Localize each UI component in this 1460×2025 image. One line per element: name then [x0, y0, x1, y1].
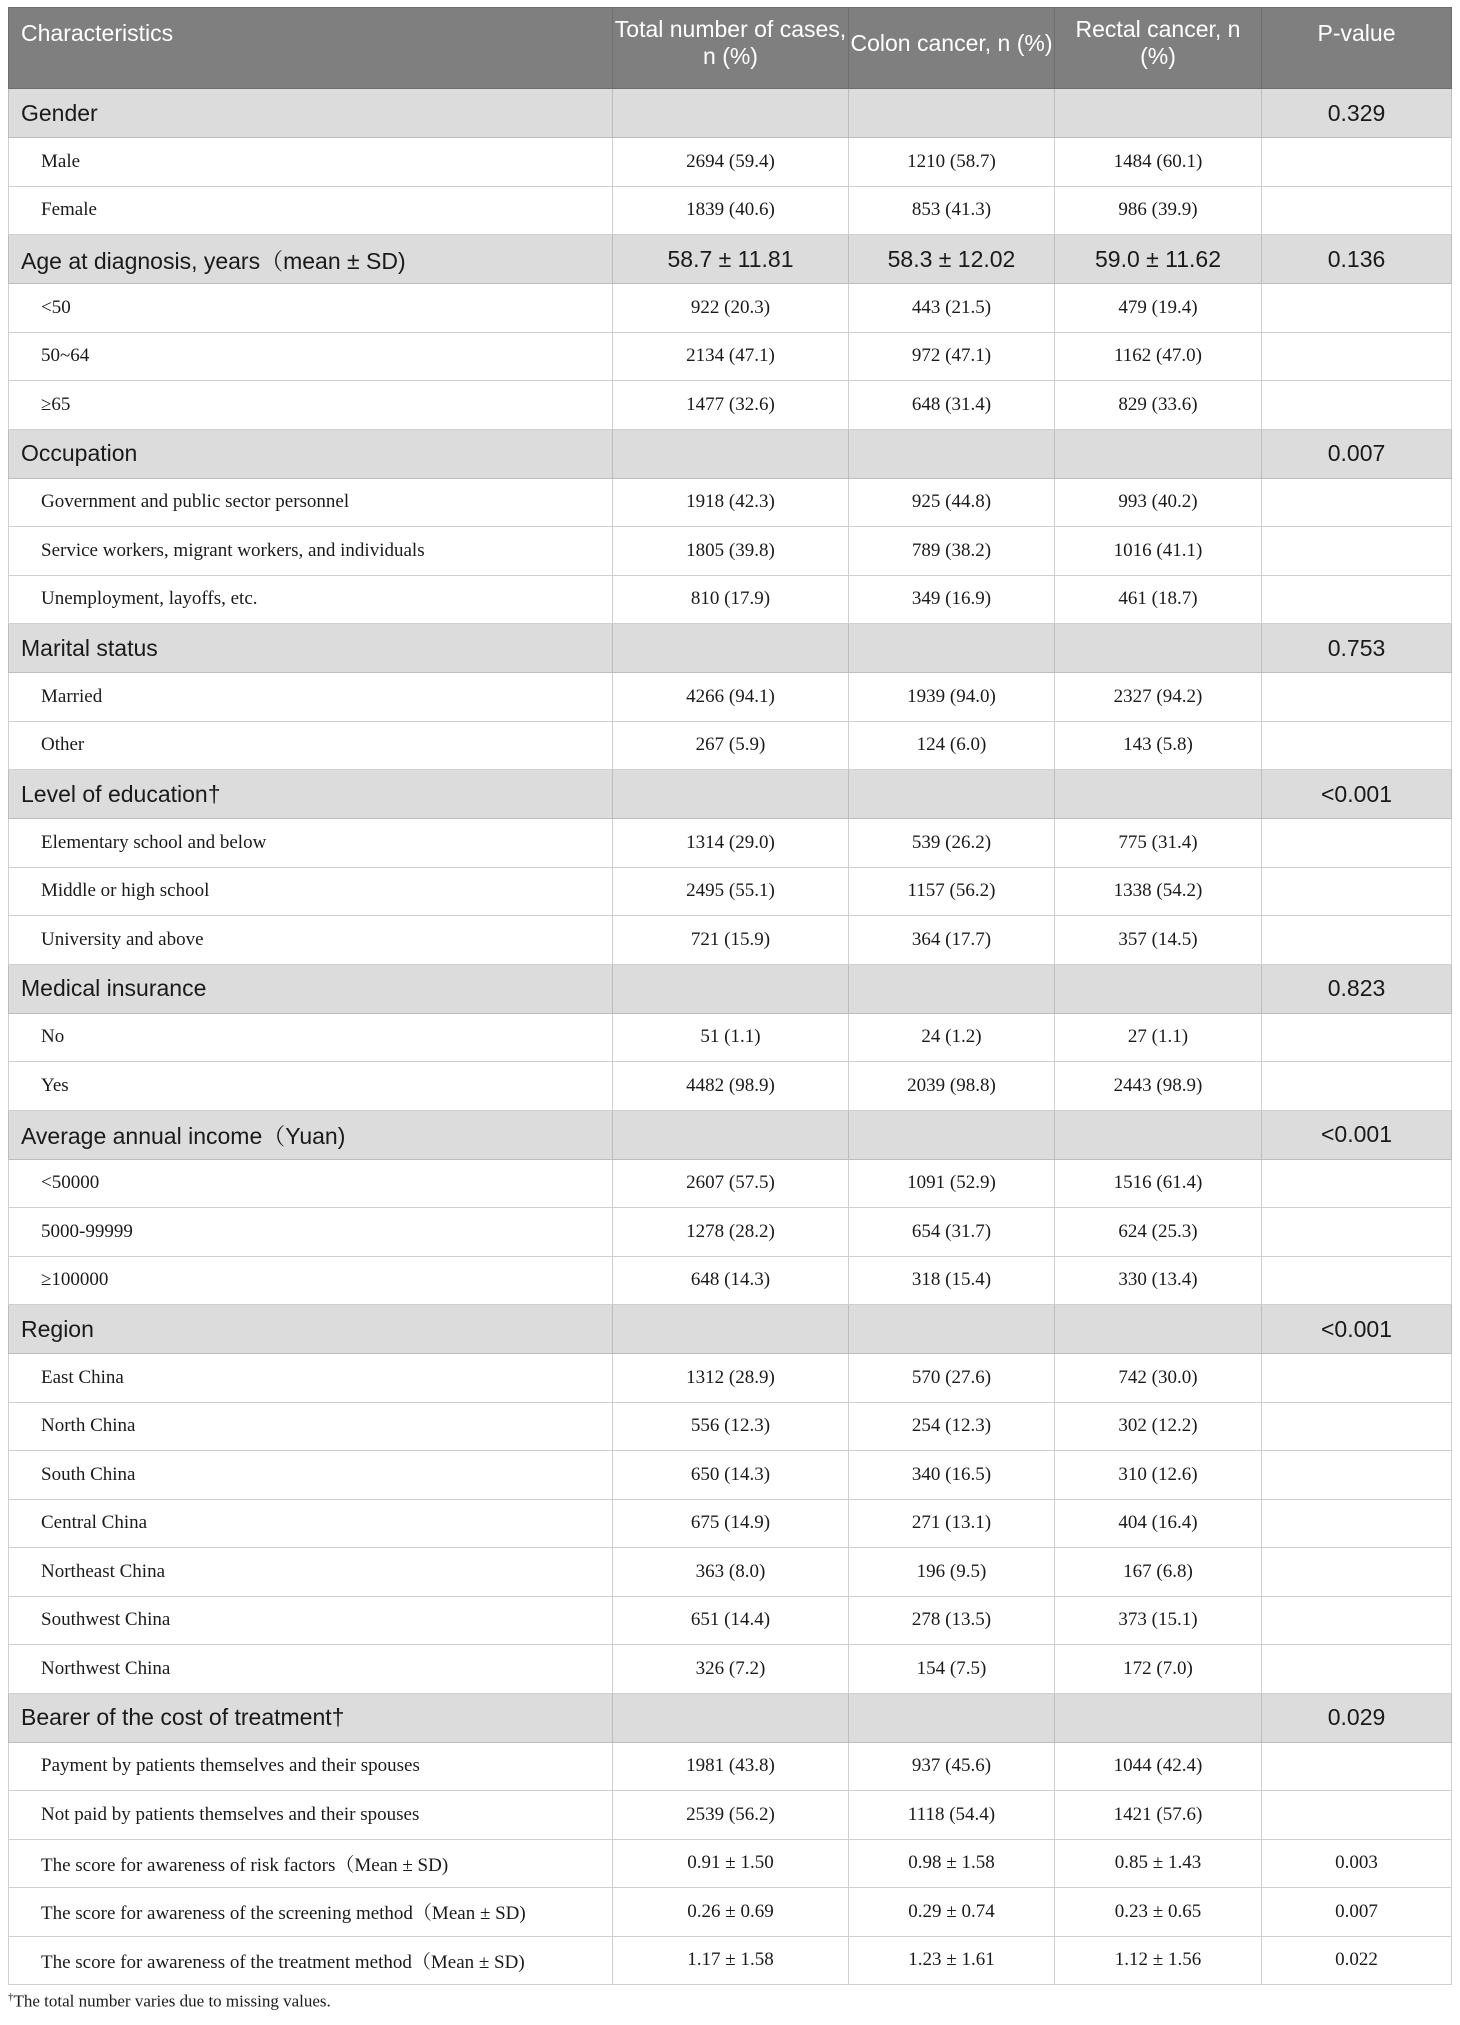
- row-p-value-cell: [1262, 478, 1452, 527]
- table-row: [9, 1451, 1452, 1500]
- row-p-value-cell: [1262, 1596, 1452, 1645]
- group-p-value-cell: 0.136: [1262, 235, 1452, 284]
- row-label-cell: Central China: [9, 1499, 613, 1548]
- row-label-cell: University and above: [9, 916, 613, 965]
- group-rectal-cell: 59.0 ± 11.62: [1055, 235, 1262, 284]
- row-colon-cell: 2039 (98.8): [849, 1062, 1055, 1111]
- row-total-cell: 922 (20.3): [613, 284, 849, 333]
- characteristics-table: [8, 7, 1452, 1985]
- table-header-row: [9, 8, 1452, 89]
- row-total-cell: 651 (14.4): [613, 1596, 849, 1645]
- row-label-cell: East China: [9, 1354, 613, 1403]
- row-rectal-cell: 27 (1.1): [1055, 1013, 1262, 1062]
- row-total-cell: 1278 (28.2): [613, 1208, 849, 1257]
- group-label-cell: Level of education†: [9, 770, 613, 819]
- row-total-cell: 4266 (94.1): [613, 673, 849, 722]
- table-row: [9, 1013, 1452, 1062]
- row-rectal-cell: 143 (5.8): [1055, 721, 1262, 770]
- row-rectal-cell: 1.12 ± 1.56: [1055, 1936, 1262, 1985]
- group-total-cell: [613, 1110, 849, 1159]
- table-row: [9, 1208, 1452, 1257]
- group-row: [9, 429, 1452, 478]
- table-row: [9, 1159, 1452, 1208]
- row-total-cell: 1477 (32.6): [613, 381, 849, 430]
- row-total-cell: 2607 (57.5): [613, 1159, 849, 1208]
- row-total-cell: 1314 (29.0): [613, 819, 849, 868]
- row-label-cell: Married: [9, 673, 613, 722]
- group-p-value-cell: 0.029: [1262, 1693, 1452, 1742]
- row-total-cell: 4482 (98.9): [613, 1062, 849, 1111]
- row-p-value-cell: [1262, 819, 1452, 868]
- group-label-cell: Region: [9, 1305, 613, 1354]
- table-row: [9, 1936, 1452, 1985]
- row-rectal-cell: 775 (31.4): [1055, 819, 1262, 868]
- row-p-value-cell: [1262, 527, 1452, 576]
- row-colon-cell: 364 (17.7): [849, 916, 1055, 965]
- row-p-value-cell: [1262, 1499, 1452, 1548]
- row-p-value-cell: 0.022: [1262, 1936, 1452, 1985]
- group-row: [9, 1110, 1452, 1159]
- table-row: [9, 819, 1452, 868]
- row-colon-cell: 349 (16.9): [849, 575, 1055, 624]
- row-total-cell: 326 (7.2): [613, 1645, 849, 1694]
- row-label-cell: The score for awareness of risk factors（Mean ± SD): [9, 1839, 613, 1888]
- table-row: [9, 138, 1452, 187]
- row-p-value-cell: 0.003: [1262, 1839, 1452, 1888]
- row-label-cell: ≥65: [9, 381, 613, 430]
- row-total-cell: 0.91 ± 1.50: [613, 1839, 849, 1888]
- row-total-cell: 556 (12.3): [613, 1402, 849, 1451]
- group-total-cell: [613, 770, 849, 819]
- row-total-cell: 1.17 ± 1.58: [613, 1936, 849, 1985]
- group-label-cell: Marital status: [9, 624, 613, 673]
- row-rectal-cell: 1162 (47.0): [1055, 332, 1262, 381]
- row-total-cell: 810 (17.9): [613, 575, 849, 624]
- group-rectal-cell: [1055, 1693, 1262, 1742]
- row-colon-cell: 1.23 ± 1.61: [849, 1936, 1055, 1985]
- row-total-cell: 2134 (47.1): [613, 332, 849, 381]
- group-p-value-cell: 0.007: [1262, 429, 1452, 478]
- row-rectal-cell: 0.23 ± 0.65: [1055, 1888, 1262, 1937]
- row-total-cell: 648 (14.3): [613, 1256, 849, 1305]
- row-colon-cell: 278 (13.5): [849, 1596, 1055, 1645]
- row-rectal-cell: 479 (19.4): [1055, 284, 1262, 333]
- row-colon-cell: 340 (16.5): [849, 1451, 1055, 1500]
- row-colon-cell: 154 (7.5): [849, 1645, 1055, 1694]
- row-p-value-cell: [1262, 673, 1452, 722]
- table-row: [9, 284, 1452, 333]
- row-label-cell: ≥100000: [9, 1256, 613, 1305]
- row-colon-cell: 24 (1.2): [849, 1013, 1055, 1062]
- row-rectal-cell: 986 (39.9): [1055, 186, 1262, 235]
- row-rectal-cell: 172 (7.0): [1055, 1645, 1262, 1694]
- group-p-value-cell: 0.823: [1262, 964, 1452, 1013]
- row-rectal-cell: 330 (13.4): [1055, 1256, 1262, 1305]
- row-rectal-cell: 1421 (57.6): [1055, 1791, 1262, 1840]
- group-total-cell: [613, 1305, 849, 1354]
- table-row: [9, 575, 1452, 624]
- row-label-cell: Elementary school and below: [9, 819, 613, 868]
- group-colon-cell: [849, 1110, 1055, 1159]
- row-p-value-cell: [1262, 867, 1452, 916]
- group-p-value-cell: <0.001: [1262, 1305, 1452, 1354]
- row-p-value-cell: [1262, 1256, 1452, 1305]
- table-row: [9, 186, 1452, 235]
- row-rectal-cell: 1516 (61.4): [1055, 1159, 1262, 1208]
- group-total-cell: [613, 624, 849, 673]
- row-total-cell: 721 (15.9): [613, 916, 849, 965]
- group-p-value-cell: 0.753: [1262, 624, 1452, 673]
- table-row: [9, 1354, 1452, 1403]
- row-rectal-cell: 0.85 ± 1.43: [1055, 1839, 1262, 1888]
- row-colon-cell: 1157 (56.2): [849, 867, 1055, 916]
- row-label-cell: Yes: [9, 1062, 613, 1111]
- row-total-cell: 0.26 ± 0.69: [613, 1888, 849, 1937]
- row-colon-cell: 254 (12.3): [849, 1402, 1055, 1451]
- row-rectal-cell: 624 (25.3): [1055, 1208, 1262, 1257]
- group-total-cell: 58.7 ± 11.81: [613, 235, 849, 284]
- row-label-cell: Not paid by patients themselves and their spouses: [9, 1791, 613, 1840]
- row-p-value-cell: [1262, 916, 1452, 965]
- row-rectal-cell: 310 (12.6): [1055, 1451, 1262, 1500]
- group-rectal-cell: [1055, 1305, 1262, 1354]
- row-colon-cell: 789 (38.2): [849, 527, 1055, 576]
- row-rectal-cell: 1338 (54.2): [1055, 867, 1262, 916]
- row-colon-cell: 925 (44.8): [849, 478, 1055, 527]
- row-rectal-cell: 742 (30.0): [1055, 1354, 1262, 1403]
- row-rectal-cell: 404 (16.4): [1055, 1499, 1262, 1548]
- row-colon-cell: 648 (31.4): [849, 381, 1055, 430]
- group-rectal-cell: [1055, 624, 1262, 673]
- header-p-value: P-value: [1262, 8, 1452, 89]
- header-rectal: Rectal cancer, n (%): [1055, 8, 1262, 89]
- table-row: [9, 478, 1452, 527]
- row-p-value-cell: [1262, 284, 1452, 333]
- group-colon-cell: [849, 89, 1055, 138]
- row-total-cell: 363 (8.0): [613, 1548, 849, 1597]
- row-colon-cell: 0.98 ± 1.58: [849, 1839, 1055, 1888]
- group-rectal-cell: [1055, 429, 1262, 478]
- group-p-value-cell: <0.001: [1262, 1110, 1452, 1159]
- table-row: [9, 1402, 1452, 1451]
- row-label-cell: The score for awareness of the screening method（Mean ± SD): [9, 1888, 613, 1937]
- group-rectal-cell: [1055, 964, 1262, 1013]
- row-p-value-cell: [1262, 1159, 1452, 1208]
- group-total-cell: [613, 964, 849, 1013]
- footnote-marker: †: [8, 1991, 14, 2003]
- row-total-cell: 650 (14.3): [613, 1451, 849, 1500]
- row-label-cell: Other: [9, 721, 613, 770]
- row-colon-cell: 654 (31.7): [849, 1208, 1055, 1257]
- table-row: [9, 1596, 1452, 1645]
- table-row: [9, 1888, 1452, 1937]
- row-label-cell: <50000: [9, 1159, 613, 1208]
- row-colon-cell: 1118 (54.4): [849, 1791, 1055, 1840]
- row-rectal-cell: 1016 (41.1): [1055, 527, 1262, 576]
- table-row: [9, 1791, 1452, 1840]
- group-label-cell: Bearer of the cost of treatment†: [9, 1693, 613, 1742]
- row-colon-cell: 937 (45.6): [849, 1742, 1055, 1791]
- row-rectal-cell: 993 (40.2): [1055, 478, 1262, 527]
- row-colon-cell: 853 (41.3): [849, 186, 1055, 235]
- row-p-value-cell: [1262, 1791, 1452, 1840]
- row-p-value-cell: [1262, 1354, 1452, 1403]
- row-rectal-cell: 829 (33.6): [1055, 381, 1262, 430]
- table-row: [9, 527, 1452, 576]
- row-rectal-cell: 357 (14.5): [1055, 916, 1262, 965]
- table-row: [9, 332, 1452, 381]
- characteristics-table-container: [8, 7, 1451, 1985]
- group-label-cell: Occupation: [9, 429, 613, 478]
- row-colon-cell: 539 (26.2): [849, 819, 1055, 868]
- table-row: [9, 1548, 1452, 1597]
- table-row: [9, 916, 1452, 965]
- group-label-cell: Average annual income（Yuan): [9, 1110, 613, 1159]
- group-rectal-cell: [1055, 770, 1262, 819]
- header-colon: Colon cancer, n (%): [849, 8, 1055, 89]
- row-colon-cell: 318 (15.4): [849, 1256, 1055, 1305]
- row-colon-cell: 1091 (52.9): [849, 1159, 1055, 1208]
- group-label-cell: Gender: [9, 89, 613, 138]
- table-row: [9, 721, 1452, 770]
- group-row: [9, 624, 1452, 673]
- row-colon-cell: 196 (9.5): [849, 1548, 1055, 1597]
- footnote-text: The total number varies due to missing values.: [13, 1991, 331, 2011]
- row-rectal-cell: 2327 (94.2): [1055, 673, 1262, 722]
- row-p-value-cell: [1262, 1742, 1452, 1791]
- row-p-value-cell: [1262, 1402, 1452, 1451]
- row-rectal-cell: 461 (18.7): [1055, 575, 1262, 624]
- table-body: [9, 89, 1452, 1985]
- row-p-value-cell: [1262, 1208, 1452, 1257]
- row-total-cell: 1312 (28.9): [613, 1354, 849, 1403]
- row-p-value-cell: [1262, 138, 1452, 187]
- table-row: [9, 1839, 1452, 1888]
- group-colon-cell: 58.3 ± 12.02: [849, 235, 1055, 284]
- row-rectal-cell: 1044 (42.4): [1055, 1742, 1262, 1791]
- row-label-cell: Male: [9, 138, 613, 187]
- row-total-cell: 267 (5.9): [613, 721, 849, 770]
- group-p-value-cell: 0.329: [1262, 89, 1452, 138]
- group-row: [9, 770, 1452, 819]
- table-row: [9, 1499, 1452, 1548]
- group-colon-cell: [849, 964, 1055, 1013]
- row-colon-cell: 570 (27.6): [849, 1354, 1055, 1403]
- row-label-cell: 5000-99999: [9, 1208, 613, 1257]
- group-row: [9, 1693, 1452, 1742]
- row-label-cell: Service workers, migrant workers, and individuals: [9, 527, 613, 576]
- row-rectal-cell: 373 (15.1): [1055, 1596, 1262, 1645]
- row-p-value-cell: [1262, 1013, 1452, 1062]
- row-rectal-cell: 167 (6.8): [1055, 1548, 1262, 1597]
- group-total-cell: [613, 1693, 849, 1742]
- group-rectal-cell: [1055, 1110, 1262, 1159]
- table-row: [9, 1256, 1452, 1305]
- header-total: Total number of cases, n (%): [613, 8, 849, 89]
- row-label-cell: The score for awareness of the treatment method（Mean ± SD): [9, 1936, 613, 1985]
- row-label-cell: Southwest China: [9, 1596, 613, 1645]
- table-row: [9, 381, 1452, 430]
- row-label-cell: North China: [9, 1402, 613, 1451]
- row-label-cell: South China: [9, 1451, 613, 1500]
- row-p-value-cell: [1262, 1548, 1452, 1597]
- group-row: [9, 235, 1452, 284]
- group-row: [9, 1305, 1452, 1354]
- row-label-cell: 50~64: [9, 332, 613, 381]
- row-p-value-cell: [1262, 575, 1452, 624]
- row-label-cell: Female: [9, 186, 613, 235]
- row-label-cell: Payment by patients themselves and their spouses: [9, 1742, 613, 1791]
- row-colon-cell: 1939 (94.0): [849, 673, 1055, 722]
- group-colon-cell: [849, 770, 1055, 819]
- row-total-cell: 1805 (39.8): [613, 527, 849, 576]
- table-footnote: [8, 1991, 331, 2012]
- row-label-cell: Unemployment, layoffs, etc.: [9, 575, 613, 624]
- header-characteristics: Characteristics: [9, 8, 613, 89]
- row-colon-cell: 124 (6.0): [849, 721, 1055, 770]
- row-total-cell: 1981 (43.8): [613, 1742, 849, 1791]
- table-row: [9, 867, 1452, 916]
- row-colon-cell: 1210 (58.7): [849, 138, 1055, 187]
- row-label-cell: No: [9, 1013, 613, 1062]
- row-label-cell: Middle or high school: [9, 867, 613, 916]
- table-row: [9, 673, 1452, 722]
- group-total-cell: [613, 429, 849, 478]
- table-row: [9, 1062, 1452, 1111]
- row-colon-cell: 0.29 ± 0.74: [849, 1888, 1055, 1937]
- group-colon-cell: [849, 1305, 1055, 1354]
- row-total-cell: 2495 (55.1): [613, 867, 849, 916]
- row-colon-cell: 443 (21.5): [849, 284, 1055, 333]
- table-row: [9, 1645, 1452, 1694]
- group-colon-cell: [849, 1693, 1055, 1742]
- row-p-value-cell: [1262, 381, 1452, 430]
- group-p-value-cell: <0.001: [1262, 770, 1452, 819]
- row-colon-cell: 972 (47.1): [849, 332, 1055, 381]
- row-p-value-cell: [1262, 1645, 1452, 1694]
- row-total-cell: 51 (1.1): [613, 1013, 849, 1062]
- group-colon-cell: [849, 429, 1055, 478]
- group-total-cell: [613, 89, 849, 138]
- row-p-value-cell: [1262, 332, 1452, 381]
- row-rectal-cell: 302 (12.2): [1055, 1402, 1262, 1451]
- table-row: [9, 1742, 1452, 1791]
- row-total-cell: 675 (14.9): [613, 1499, 849, 1548]
- row-total-cell: 2539 (56.2): [613, 1791, 849, 1840]
- row-p-value-cell: [1262, 1451, 1452, 1500]
- group-label-cell: Medical insurance: [9, 964, 613, 1013]
- row-p-value-cell: [1262, 1062, 1452, 1111]
- row-label-cell: Government and public sector personnel: [9, 478, 613, 527]
- row-label-cell: <50: [9, 284, 613, 333]
- row-total-cell: 1839 (40.6): [613, 186, 849, 235]
- row-p-value-cell: [1262, 721, 1452, 770]
- row-p-value-cell: [1262, 186, 1452, 235]
- group-label-cell: Age at diagnosis, years（mean ± SD): [9, 235, 613, 284]
- group-row: [9, 89, 1452, 138]
- group-row: [9, 964, 1452, 1013]
- row-label-cell: Northwest China: [9, 1645, 613, 1694]
- row-rectal-cell: 1484 (60.1): [1055, 138, 1262, 187]
- row-label-cell: Northeast China: [9, 1548, 613, 1597]
- group-rectal-cell: [1055, 89, 1262, 138]
- row-total-cell: 1918 (42.3): [613, 478, 849, 527]
- row-p-value-cell: 0.007: [1262, 1888, 1452, 1937]
- row-colon-cell: 271 (13.1): [849, 1499, 1055, 1548]
- row-rectal-cell: 2443 (98.9): [1055, 1062, 1262, 1111]
- row-total-cell: 2694 (59.4): [613, 138, 849, 187]
- group-colon-cell: [849, 624, 1055, 673]
